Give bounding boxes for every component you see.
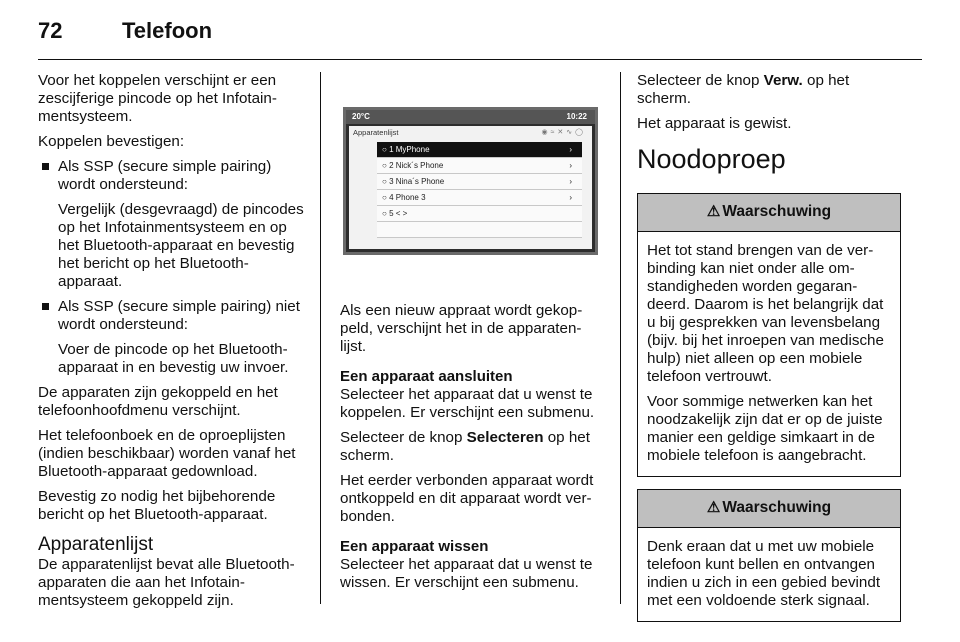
device-name: 3 Nina´s Phone [389,177,445,186]
page-number: 72 [38,18,63,43]
device-row: ○ 4 Phone 3 › [377,190,582,206]
device-list-screenshot [340,72,602,288]
paragraph: Voor sommige netwerken kan het noodzakelijk zijn dat er op de juiste manier een geldige simkaart in de mobiele telefoon is aangebracht. [647,393,883,464]
device-row: ○ 3 Nina´s Phone › [377,174,582,190]
bullet-square-icon [42,163,49,170]
device-name: 1 MyPhone [389,145,430,154]
device-name: 5 < > [389,209,408,218]
paragraph: Denk eraan dat u met uw mobiele telefoon kunt bellen en ontvangen indien u zich in een gebied bevindt met een voldoende sterk signaal. [647,538,881,609]
bullet-square-icon [42,303,49,310]
column-3 [637,72,901,634]
warning-title-text: Waarschuwing [722,499,832,516]
warning-body [638,232,900,476]
header-rule [38,59,922,60]
paragraph: Het eerder verbonden apparaat wordt ontkoppeld en dit apparaat wordt verbonden. [340,472,594,525]
warning-box [637,489,901,622]
indented-paragraph: Voer de pincode op het Bluetooth-apparaat in en bevestig uw invoer. [58,341,289,376]
text: Selecteer de knop [340,429,467,446]
clock: 10:22 [566,112,587,121]
bullet-item [38,158,306,194]
warning-body [638,528,900,621]
paragraph: De apparaten zijn gekoppeld en het telefoonhoofdmenu verschijnt. [38,384,278,419]
subheading: Een apparaat wissen [340,538,489,555]
button-reference: Selecteren [466,429,544,446]
screen-title: Apparatenlijst [353,128,399,137]
paragraph: Selecteer het apparaat dat u wenst te koppelen. Er verschijnt een submenu. [340,386,595,421]
chevron-right-icon: › [569,145,572,154]
paragraph: Selecteer het apparaat dat u wenst te wissen. Er verschijnt een submenu. [340,556,593,591]
paragraph [637,72,901,108]
device-name: 4 Phone 3 [389,193,426,202]
bullet-item [38,298,306,334]
device-row: ○ 1 MyPhone › [377,142,582,158]
status-icons: ◉≈✕∿◯ [541,129,586,136]
bullet-text: Als SSP (secure simple pairing) niet wordt ondersteund: [58,298,300,333]
text: Selecteer de knop [637,72,764,89]
paragraph: Het telefoonboek en de oproeplijsten (indien beschikbaar) worden vanaf het Bluetooth-apparaat gedownload. [38,427,296,480]
warning-title [638,490,900,528]
section-heading: Noodoproep [637,144,786,174]
device-row: ○ 2 Nick´s Phone › [377,158,582,174]
warning-triangle-icon: ⚠ [706,499,721,516]
paragraph: Het tot stand brengen van de verbinding kan niet onder alle omstandigheden worden gegarandeerd. Daarom is het belangrijk dat u bij gesprekken van levensbelang (bijv. bij het inroepen van medische hulp) niet alleen op een mobiele telefoon vertrouwt. [647,242,884,385]
subheading: Een apparaat aansluiten [340,368,513,385]
warning-triangle-icon: ⚠ [706,203,721,220]
device-list [377,142,582,238]
text: op het scherm. [637,72,850,107]
chevron-right-icon: › [569,193,572,202]
temperature: 20°C [352,112,370,121]
warning-title-text: Waarschuwing [722,203,832,220]
paragraph: Als een nieuw appraat wordt gekoppeld, verschijnt het in de apparatenlijst. [340,302,583,355]
paragraph: Het apparaat is gewist. [637,115,792,132]
warning-title [638,194,900,232]
text: op het scherm. [340,429,590,464]
device-row-empty [377,222,582,238]
paragraph: De apparatenlijst bevat alle Bluetooth-apparaten die aan het Infotainmentsysteem gekoppeld zijn. [38,556,295,609]
section-heading: Apparatenlijst [38,534,154,555]
button-reference: Verw. [763,72,803,89]
screen-panel [349,126,592,249]
paragraph: Bevestig zo nodig het bijbehorende bericht op het Bluetooth-apparaat. [38,488,276,523]
column-2 [340,302,602,599]
paragraph [340,429,602,465]
device-name: 2 Nick´s Phone [389,161,444,170]
column-divider [620,72,621,604]
indented-paragraph: Vergelijk (desgevraagd) de pincodes op het Infotainmentsysteem en op het Bluetooth-apparaat en bevestig het bericht op het Bluetooth-apparaat. [58,201,304,290]
page-title: Telefoon [122,18,213,43]
infotainment-screen [343,107,598,255]
paragraph: Koppelen bevestigen: [38,133,185,150]
chevron-right-icon: › [569,161,572,170]
bullet-text: Als SSP (secure simple pairing) wordt ondersteund: [58,158,272,193]
status-bar [346,110,595,124]
chevron-right-icon: › [569,177,572,186]
page-header [38,18,212,44]
column-1 [38,72,306,617]
device-row: ○ 5 < > [377,206,582,222]
warning-box [637,193,901,477]
paragraph: Voor het koppelen verschijnt er een zescijferige pincode op het Infotainmentsysteem. [38,72,277,125]
column-divider [320,72,321,604]
